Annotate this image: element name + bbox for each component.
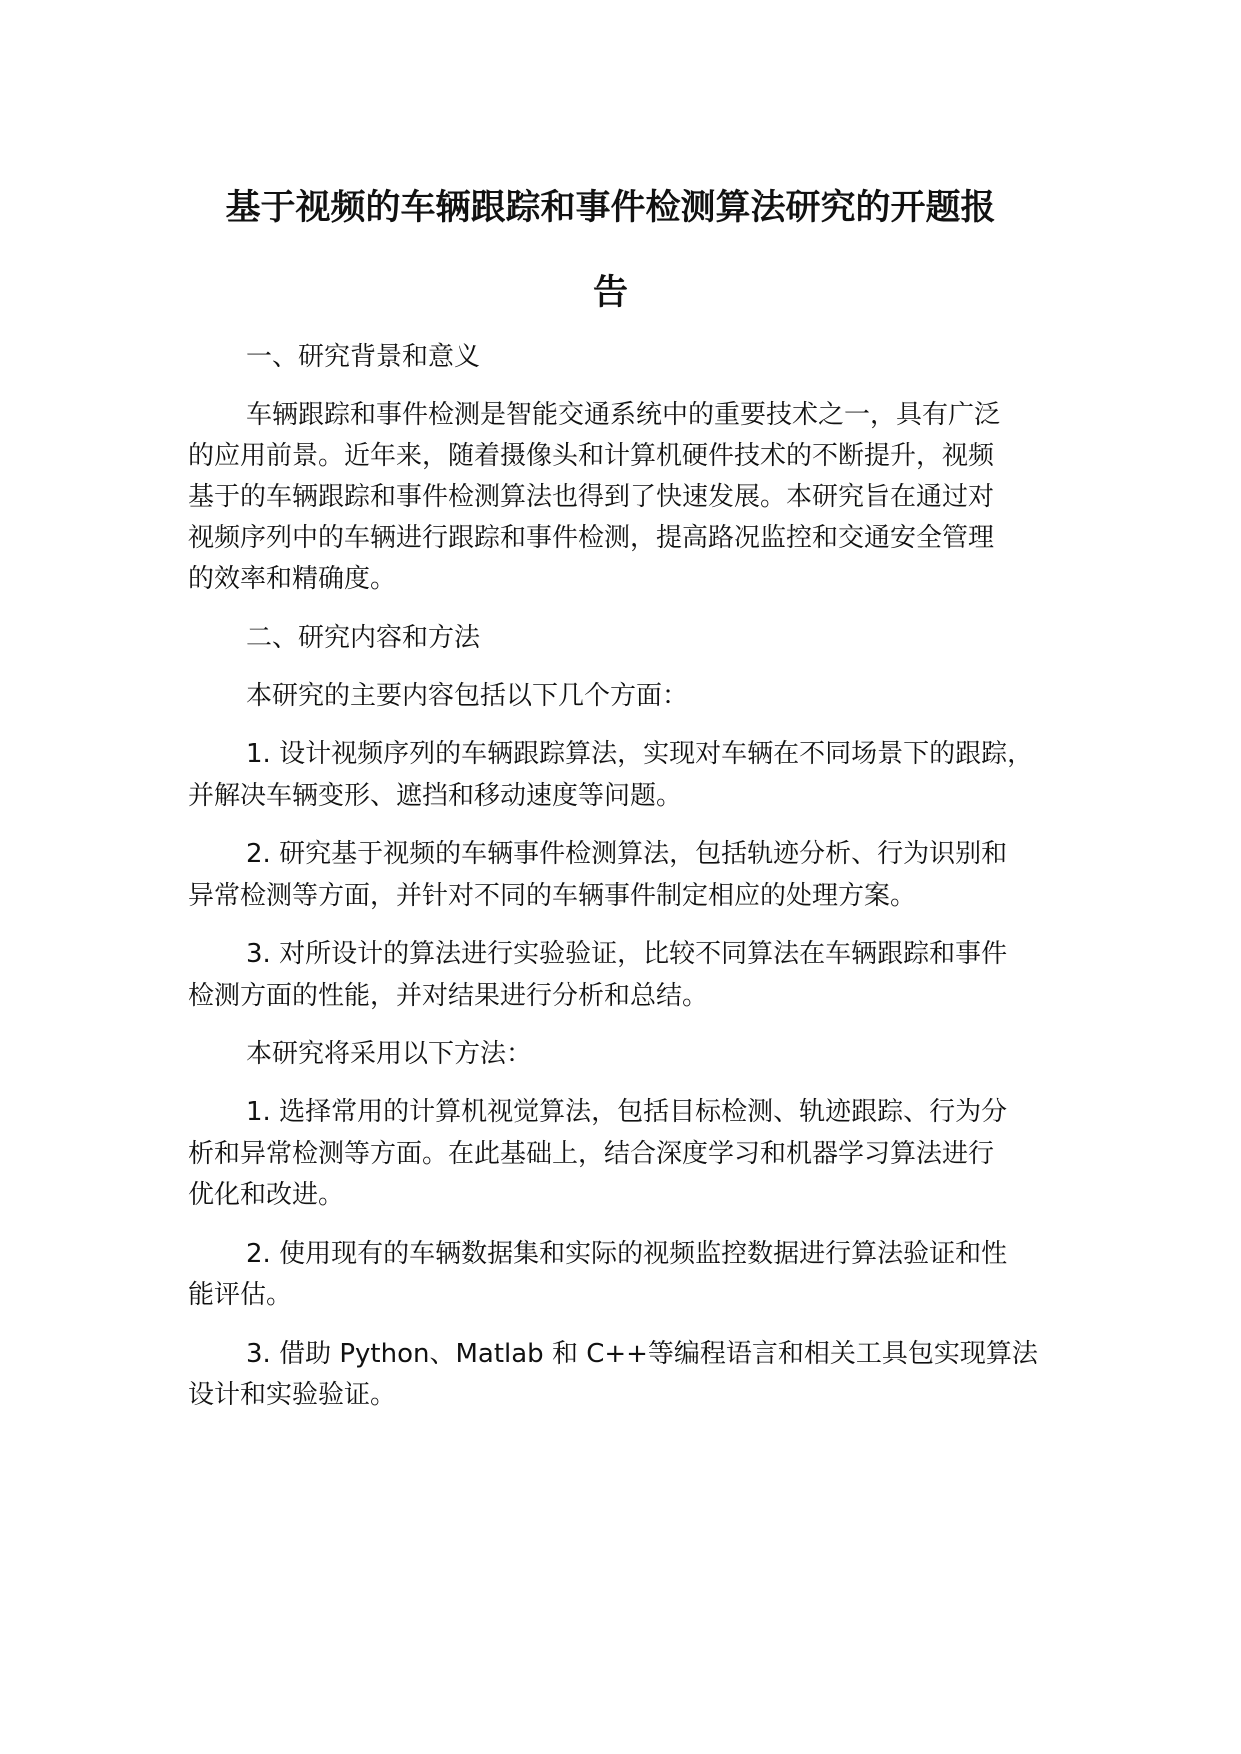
paragraph-line: 视频序列中的车辆进行跟踪和事件检测，提高路况监控和交通安全管理 xyxy=(188,523,995,553)
document-title-line-2: 告 xyxy=(592,273,628,313)
list-item-line: 异常检测等方面，并针对不同的车辆事件制定相应的处理方案。 xyxy=(188,881,917,911)
paragraph-line: 车辆跟踪和事件检测是智能交通系统中的重要技术之一，具有广泛 xyxy=(246,400,1001,430)
list-item-line: 1. 选择常用的计算机视觉算法，包括目标检测、轨迹跟踪、行为分 xyxy=(246,1097,1008,1127)
paragraph-line: 的效率和精确度。 xyxy=(188,564,397,594)
list-item-line: 检测方面的性能，并对结果进行分析和总结。 xyxy=(188,981,709,1011)
paragraph-line: 基于的车辆跟踪和事件检测算法也得到了快速发展。本研究旨在通过对 xyxy=(188,482,995,512)
list-item-line: 优化和改进。 xyxy=(188,1180,345,1210)
list-item-line: 2. 使用现有的车辆数据集和实际的视频监控数据进行算法验证和性 xyxy=(246,1239,1008,1269)
paragraph-line: 本研究将采用以下方法： xyxy=(246,1039,533,1069)
list-item-line: 析和异常检测等方面。在此基础上，结合深度学习和机器学习算法进行 xyxy=(188,1139,995,1169)
section-heading-background: 一、研究背景和意义 xyxy=(246,342,481,372)
list-item-line: 3. 借助 Python、Matlab 和 C++等编程语言和相关工具包实现算法 xyxy=(246,1339,1038,1369)
section-heading-content-methods: 二、研究内容和方法 xyxy=(246,623,481,653)
list-item-line: 2. 研究基于视频的车辆事件检测算法，包括轨迹分析、行为识别和 xyxy=(246,839,1008,869)
list-item-line: 3. 对所设计的算法进行实验验证，比较不同算法在车辆跟踪和事件 xyxy=(246,939,1008,969)
list-item-line: 1. 设计视频序列的车辆跟踪算法，实现对车辆在不同场景下的跟踪， xyxy=(246,739,1034,769)
list-item-line: 并解决车辆变形、遮挡和移动速度等问题。 xyxy=(188,781,683,811)
list-item-line: 能评估。 xyxy=(188,1280,293,1310)
document-title-line-1: 基于视频的车辆跟踪和事件检测算法研究的开题报 xyxy=(225,188,996,228)
paragraph-line: 本研究的主要内容包括以下几个方面： xyxy=(246,681,689,711)
paragraph-line: 的应用前景。近年来，随着摄像头和计算机硬件技术的不断提升，视频 xyxy=(188,441,995,471)
list-item-line: 设计和实验验证。 xyxy=(188,1380,397,1410)
